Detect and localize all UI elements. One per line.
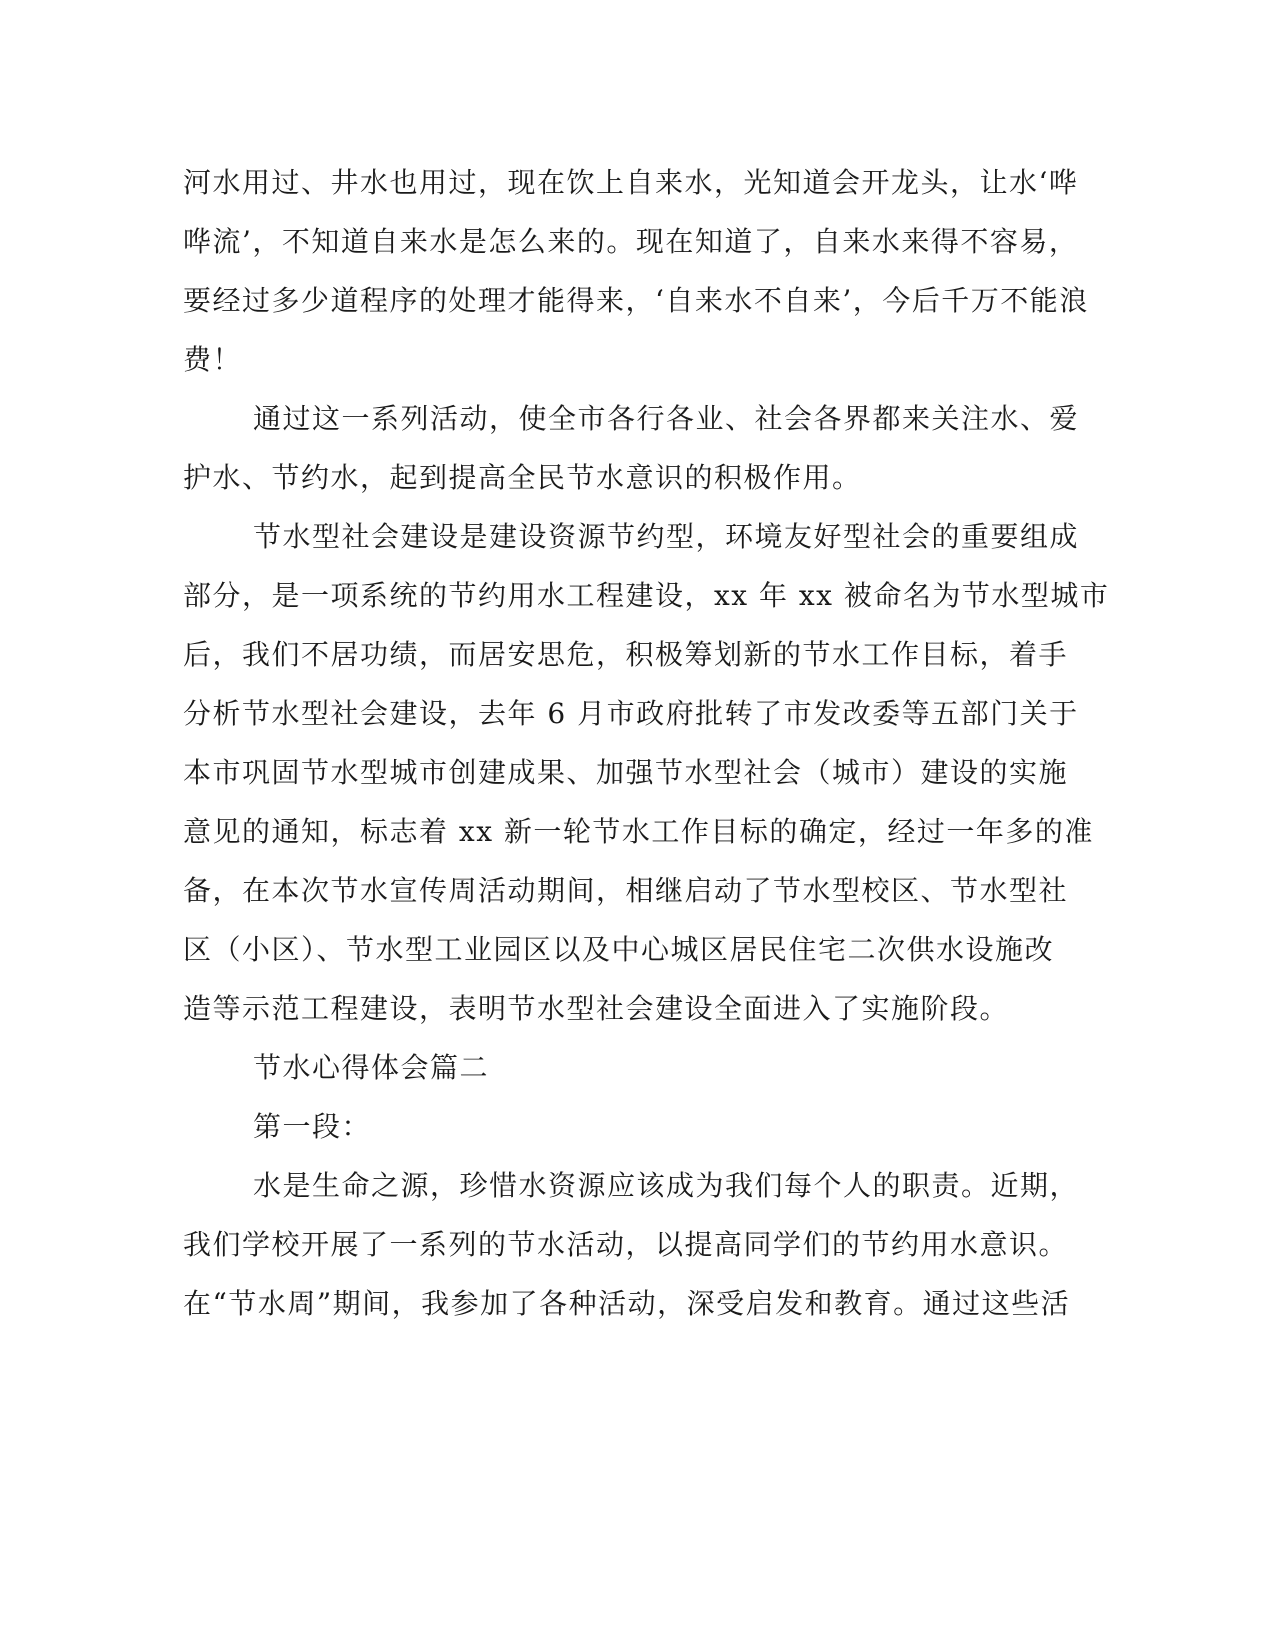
text-line: 部分，是一项系统的节约用水工程建设，xx 年 xx 被命名为节水型城市	[183, 579, 1110, 612]
text-line: 水是生命之源，珍惜水资源应该成为我们每个人的职责。近期，	[253, 1169, 1080, 1202]
text-line: 意见的通知，标志着 xx 新一轮节水工作目标的确定，经过一年多的准	[183, 815, 1094, 848]
text-line: 造等示范工程建设，表明节水型社会建设全面进入了实施阶段。	[183, 992, 1010, 1025]
text-line: 本市巩固节水型城市创建成果、加强节水型社会（城市）建设的实施	[183, 756, 1069, 789]
text-line: 我们学校开展了一系列的节水活动，以提高同学们的节约用水意识。	[183, 1228, 1069, 1261]
text-line: 节水型社会建设是建设资源节约型，环境友好型社会的重要组成	[253, 520, 1080, 553]
text-line: 节水心得体会篇二	[253, 1051, 490, 1084]
text-line: 在“节水周”期间，我参加了各种活动，深受启发和教育。通过这些活	[183, 1287, 1071, 1320]
text-line: 费！	[183, 343, 243, 376]
text-line: 后，我们不居功绩，而居安思危，积极筹划新的节水工作目标，着手	[183, 638, 1069, 671]
text-line: 通过这一系列活动，使全市各行各业、社会各界都来关注水、爱	[253, 402, 1080, 435]
text-line: 要经过多少道程序的处理才能得来，‘自来水不自来’，今后千万不能浪	[183, 284, 1089, 317]
text-line: 区（小区）、节水型工业园区以及中心城区居民住宅二次供水设施改	[183, 933, 1055, 966]
text-line: 河水用过、井水也用过，现在饮上自来水，光知道会开龙头，让水‘哗	[183, 166, 1079, 199]
text-line: 备，在本次节水宣传周活动期间，相继启动了节水型校区、节水型社	[183, 874, 1069, 907]
text-line: 护水、节约水，起到提高全民节水意识的积极作用。	[183, 461, 862, 494]
document-body	[183, 153, 1110, 1333]
text-line: 第一段：	[253, 1110, 372, 1143]
text-line: 分析节水型社会建设，去年 6 月市政府批转了市发改委等五部门关于	[183, 697, 1079, 730]
text-line: 哗流’，不知道自来水是怎么来的。现在知道了，自来水来得不容易，	[183, 225, 1079, 258]
